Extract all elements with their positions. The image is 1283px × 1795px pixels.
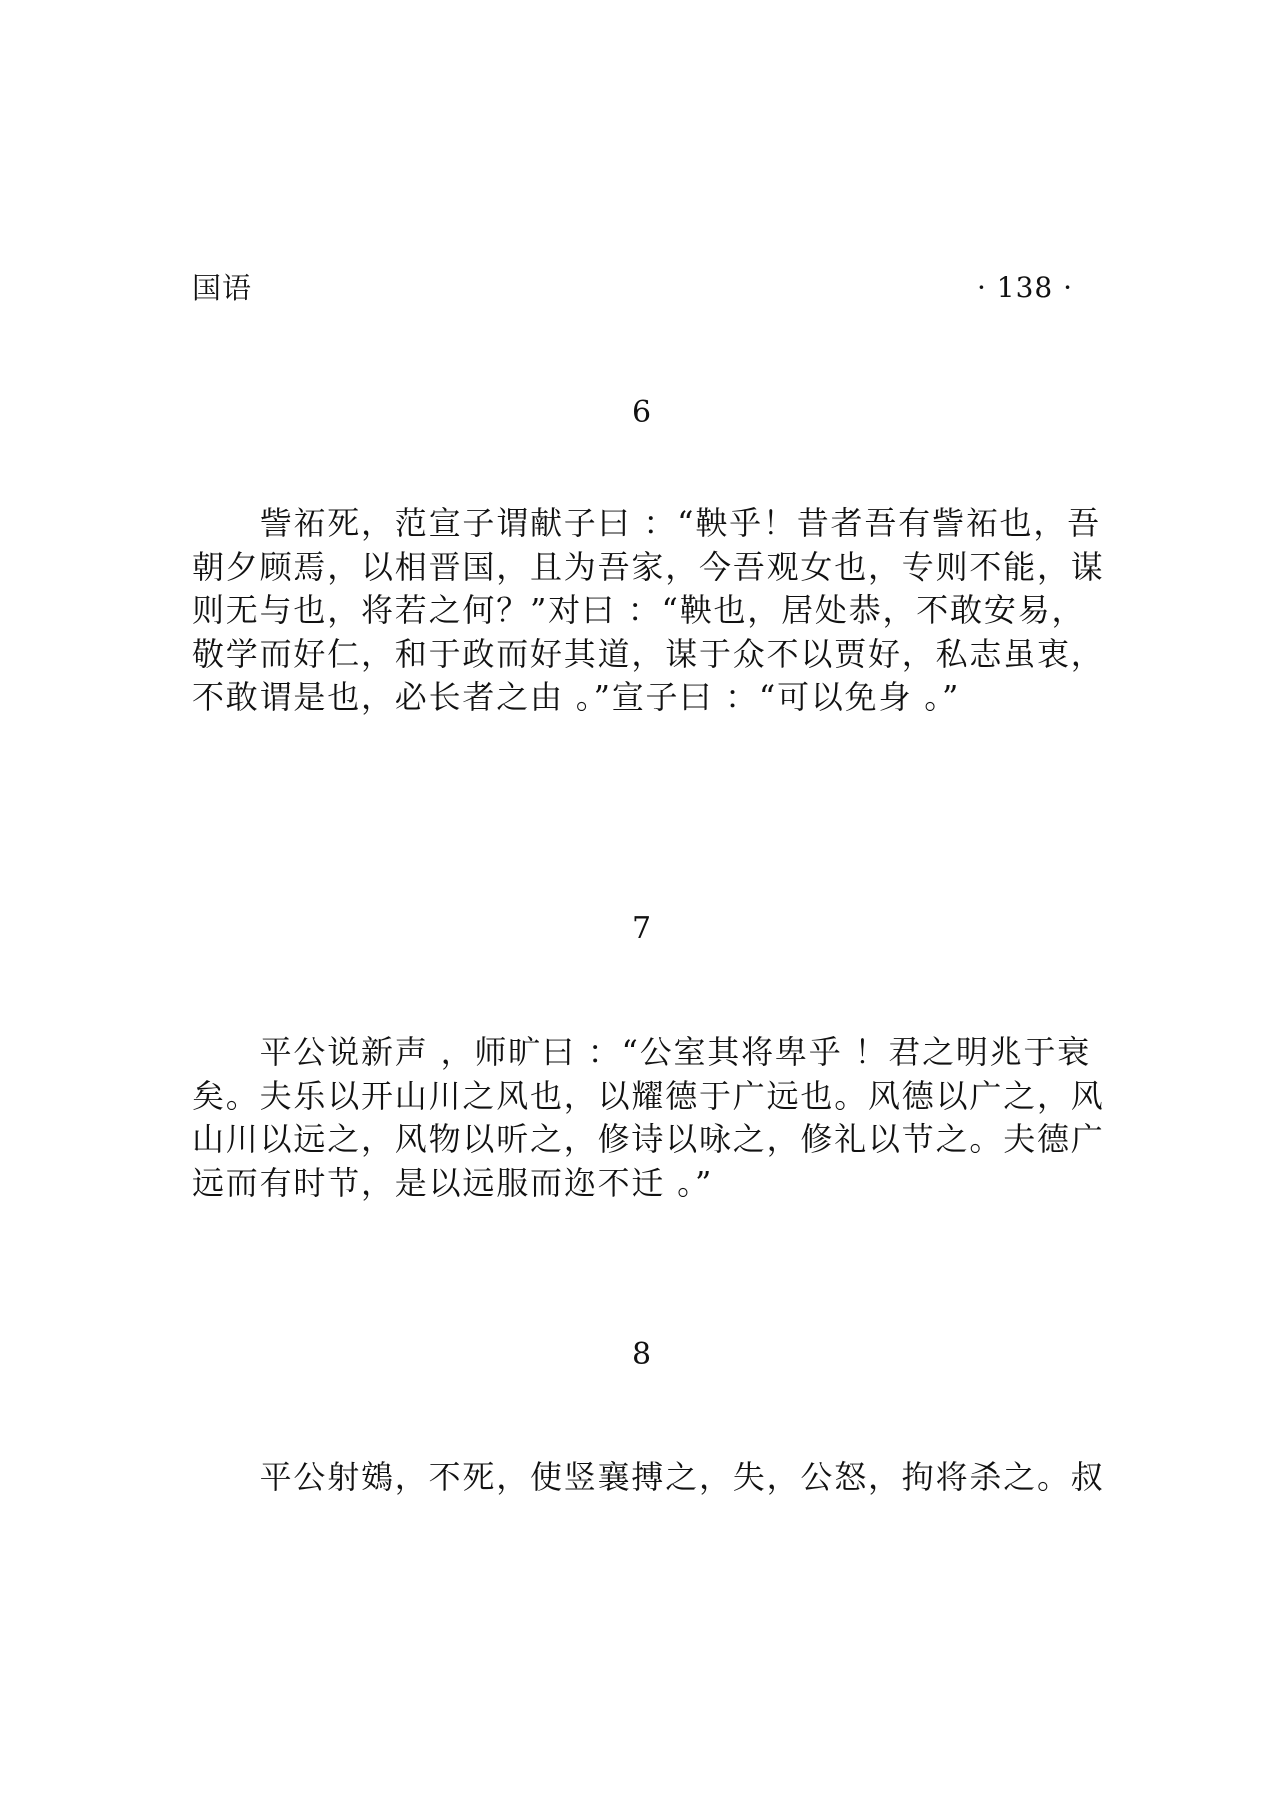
paragraph-line: 平公射鴳，不死，使竖襄搏之，失，公怒，拘将杀之。叔 — [192, 1458, 1105, 1496]
paragraph-line: 朝夕顾焉，以相晋国，且为吾家，今吾观女也，专则不能，谋 — [192, 547, 1105, 586]
paragraph-line: 不敢谓是也，必长者之由 。”宣子曰 ：“可以免身 。” — [192, 678, 961, 716]
book-title: 国语 — [192, 271, 253, 305]
section-6-paragraph — [192, 502, 1105, 720]
section-8-paragraph — [192, 1456, 1105, 1500]
paragraph-line: 则无与也，将若之何？”对曰 ：“鞅也，居处恭，不敢安易， — [192, 591, 1086, 629]
section-number-6: 6 — [631, 395, 652, 430]
paragraph-line: 矣。夫乐以开山川之风也，以耀德于广远也。风德以广之，风 — [192, 1076, 1105, 1115]
paragraph-line: 远而有时节，是以远服而迩不迁 。” — [192, 1163, 714, 1202]
paragraph-line: 山川以远之，风物以听之，修诗以咏之，修礼以节之。夫德广 — [192, 1120, 1105, 1158]
section-7-paragraph — [192, 1031, 1105, 1205]
paragraph-line: 平公说新声 ，师旷曰 ：“公室其将卑乎 ！君之明兆于衰 — [192, 1033, 1092, 1071]
paragraph-line: 訾祏死，范宣子谓献子曰 ：“鞅乎！昔者吾有訾祏也，吾 — [192, 504, 1101, 542]
paragraph-line: 敬学而好仁，和于政而好其道，谋于众不以贾好，私志虽衷， — [192, 634, 1105, 673]
section-number-7: 7 — [631, 911, 652, 946]
section-number-8: 8 — [631, 1337, 652, 1372]
page-number: · 138 · — [976, 271, 1073, 304]
